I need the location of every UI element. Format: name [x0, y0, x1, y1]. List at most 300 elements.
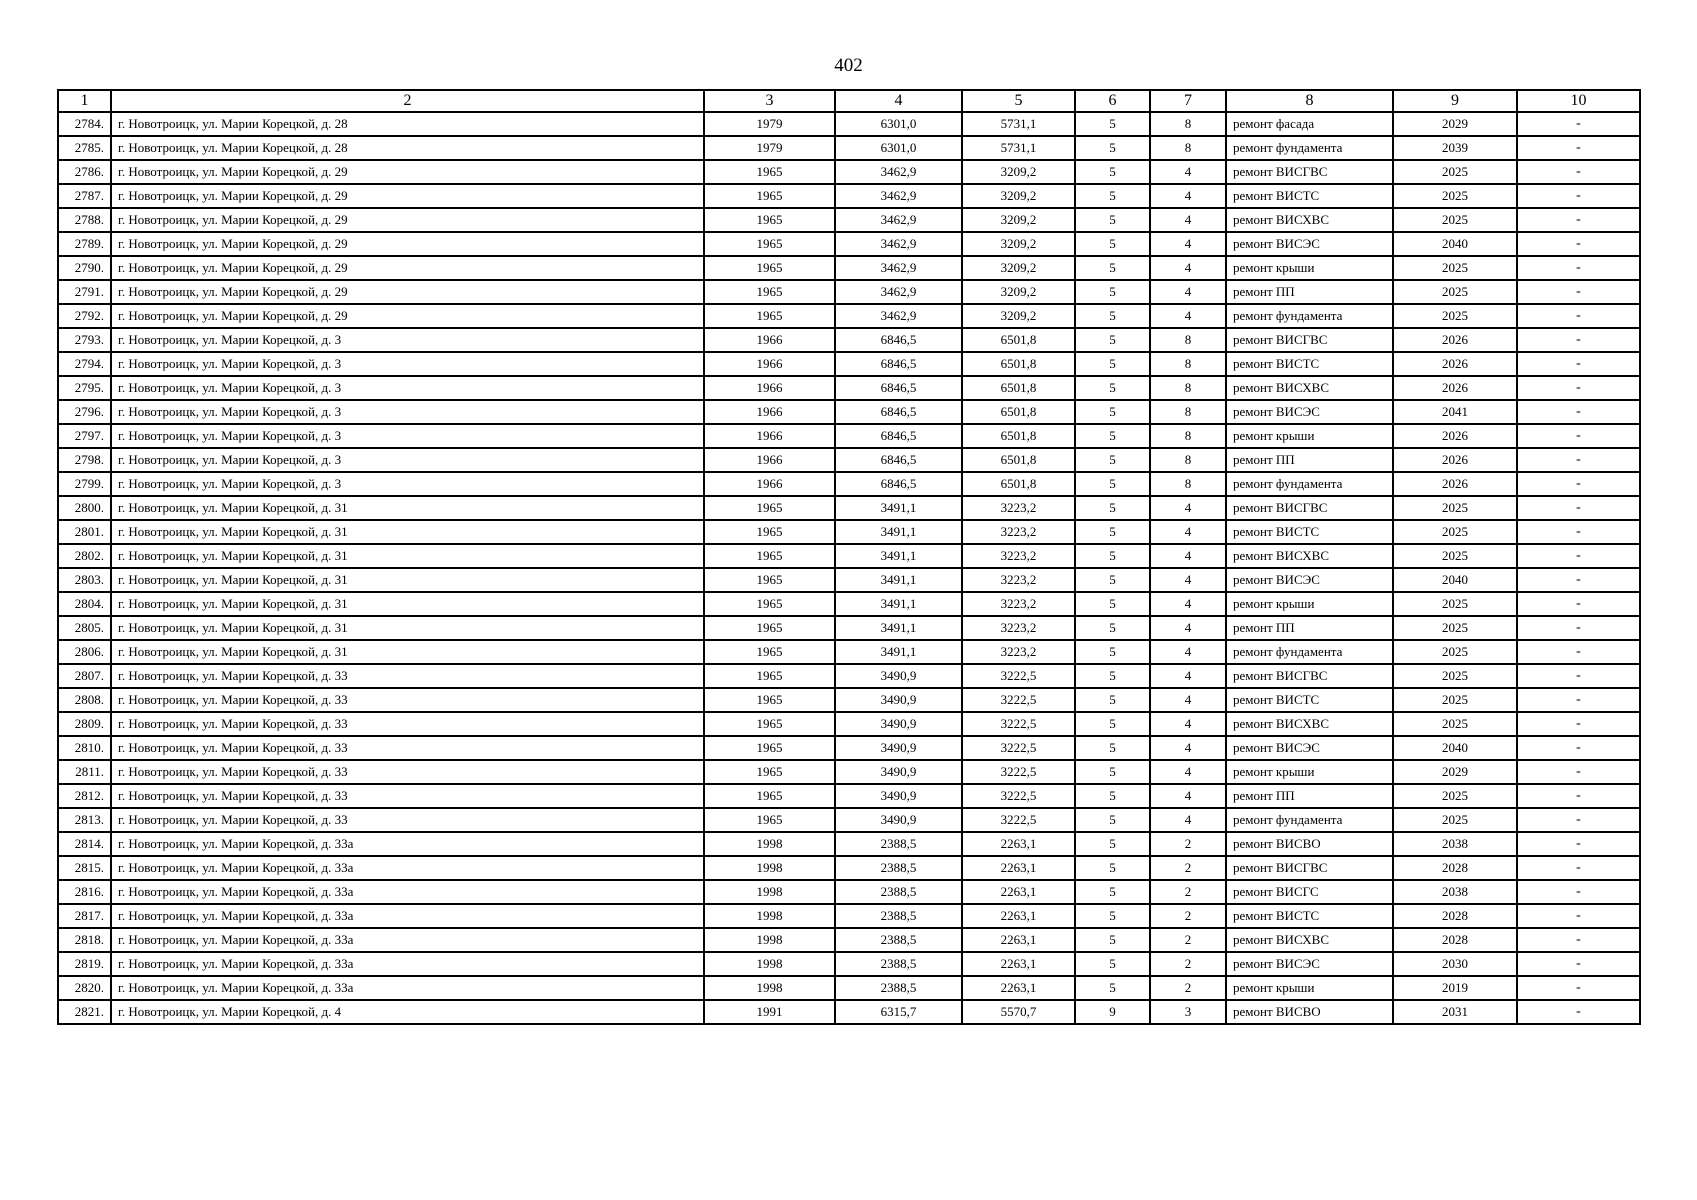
cell-year-built: 1998 [704, 952, 835, 976]
cell-total-area: 3490,9 [835, 664, 962, 688]
cell-work-type: ремонт ВИСХВС [1226, 712, 1393, 736]
cell-address: г. Новотроицк, ул. Марии Корецкой, д. 29 [111, 160, 704, 184]
cell-total-area: 3462,9 [835, 232, 962, 256]
cell-total-area: 3491,1 [835, 592, 962, 616]
cell-row-number: 2798. [58, 448, 111, 472]
table-row [58, 496, 1640, 520]
cell-living-area: 6501,8 [962, 472, 1075, 496]
cell-note: - [1517, 328, 1640, 352]
cell-entrances: 4 [1150, 736, 1226, 760]
cell-address: г. Новотроицк, ул. Марии Корецкой, д. 31 [111, 592, 704, 616]
cell-row-number: 2810. [58, 736, 111, 760]
cell-floors: 5 [1075, 136, 1150, 160]
cell-year-built: 1965 [704, 160, 835, 184]
cell-work-type: ремонт ПП [1226, 280, 1393, 304]
cell-year-built: 1966 [704, 424, 835, 448]
cell-row-number: 2795. [58, 376, 111, 400]
cell-entrances: 2 [1150, 976, 1226, 1000]
table-row [58, 544, 1640, 568]
cell-work-type: ремонт фасада [1226, 112, 1393, 136]
cell-total-area: 3462,9 [835, 184, 962, 208]
cell-work-type: ремонт ВИСЭС [1226, 232, 1393, 256]
cell-work-type: ремонт фундамента [1226, 640, 1393, 664]
cell-year-built: 1998 [704, 976, 835, 1000]
cell-floors: 5 [1075, 616, 1150, 640]
table-row [58, 904, 1640, 928]
cell-year-built: 1998 [704, 856, 835, 880]
cell-total-area: 3491,1 [835, 496, 962, 520]
column-header: 10 [1517, 90, 1640, 112]
cell-year-built: 1965 [704, 544, 835, 568]
cell-row-number: 2797. [58, 424, 111, 448]
cell-note: - [1517, 760, 1640, 784]
cell-work-type: ремонт крыши [1226, 760, 1393, 784]
cell-year-built: 1991 [704, 1000, 835, 1024]
cell-planned-year: 2026 [1393, 448, 1517, 472]
cell-entrances: 4 [1150, 544, 1226, 568]
cell-planned-year: 2026 [1393, 352, 1517, 376]
cell-floors: 5 [1075, 232, 1150, 256]
table-row [58, 856, 1640, 880]
cell-total-area: 3462,9 [835, 160, 962, 184]
cell-row-number: 2820. [58, 976, 111, 1000]
cell-total-area: 3491,1 [835, 640, 962, 664]
table-row [58, 712, 1640, 736]
cell-work-type: ремонт ВИСТС [1226, 352, 1393, 376]
cell-row-number: 2815. [58, 856, 111, 880]
cell-row-number: 2791. [58, 280, 111, 304]
cell-note: - [1517, 232, 1640, 256]
cell-address: г. Новотроицк, ул. Марии Корецкой, д. 33 [111, 808, 704, 832]
cell-entrances: 8 [1150, 328, 1226, 352]
cell-floors: 5 [1075, 592, 1150, 616]
cell-total-area: 2388,5 [835, 952, 962, 976]
column-header: 1 [58, 90, 111, 112]
cell-work-type: ремонт ВИСТС [1226, 520, 1393, 544]
cell-living-area: 6501,8 [962, 424, 1075, 448]
cell-living-area: 3209,2 [962, 232, 1075, 256]
cell-floors: 5 [1075, 208, 1150, 232]
cell-entrances: 8 [1150, 376, 1226, 400]
cell-living-area: 5570,7 [962, 1000, 1075, 1024]
table-row [58, 784, 1640, 808]
cell-entrances: 2 [1150, 856, 1226, 880]
cell-address: г. Новотроицк, ул. Марии Корецкой, д. 28 [111, 136, 704, 160]
cell-living-area: 6501,8 [962, 328, 1075, 352]
cell-total-area: 6846,5 [835, 376, 962, 400]
cell-entrances: 4 [1150, 160, 1226, 184]
column-header: 9 [1393, 90, 1517, 112]
cell-address: г. Новотроицк, ул. Марии Корецкой, д. 33а [111, 832, 704, 856]
cell-living-area: 2263,1 [962, 880, 1075, 904]
cell-planned-year: 2028 [1393, 904, 1517, 928]
cell-note: - [1517, 568, 1640, 592]
cell-work-type: ремонт ВИСХВС [1226, 208, 1393, 232]
cell-address: г. Новотроицк, ул. Марии Корецкой, д. 31 [111, 640, 704, 664]
cell-total-area: 6846,5 [835, 400, 962, 424]
cell-floors: 5 [1075, 712, 1150, 736]
cell-note: - [1517, 304, 1640, 328]
cell-floors: 5 [1075, 304, 1150, 328]
register-table [57, 89, 1641, 1025]
cell-year-built: 1965 [704, 232, 835, 256]
cell-total-area: 3490,9 [835, 808, 962, 832]
cell-note: - [1517, 712, 1640, 736]
cell-planned-year: 2040 [1393, 736, 1517, 760]
cell-work-type: ремонт крыши [1226, 976, 1393, 1000]
cell-note: - [1517, 256, 1640, 280]
cell-row-number: 2794. [58, 352, 111, 376]
cell-living-area: 3222,5 [962, 784, 1075, 808]
table-row [58, 616, 1640, 640]
cell-note: - [1517, 472, 1640, 496]
cell-total-area: 3490,9 [835, 712, 962, 736]
cell-total-area: 3490,9 [835, 760, 962, 784]
cell-planned-year: 2025 [1393, 160, 1517, 184]
cell-entrances: 4 [1150, 496, 1226, 520]
cell-entrances: 4 [1150, 640, 1226, 664]
cell-year-built: 1998 [704, 928, 835, 952]
cell-planned-year: 2038 [1393, 880, 1517, 904]
cell-work-type: ремонт ВИСГВС [1226, 496, 1393, 520]
cell-total-area: 3462,9 [835, 280, 962, 304]
cell-address: г. Новотроицк, ул. Марии Корецкой, д. 3 [111, 328, 704, 352]
cell-entrances: 4 [1150, 712, 1226, 736]
column-header: 4 [835, 90, 962, 112]
cell-living-area: 3209,2 [962, 160, 1075, 184]
table-row [58, 304, 1640, 328]
column-header: 8 [1226, 90, 1393, 112]
table-row [58, 352, 1640, 376]
cell-floors: 9 [1075, 1000, 1150, 1024]
cell-work-type: ремонт ВИСГВС [1226, 664, 1393, 688]
cell-total-area: 6846,5 [835, 352, 962, 376]
cell-address: г. Новотроицк, ул. Марии Корецкой, д. 29 [111, 256, 704, 280]
cell-row-number: 2812. [58, 784, 111, 808]
cell-planned-year: 2039 [1393, 136, 1517, 160]
cell-note: - [1517, 448, 1640, 472]
cell-planned-year: 2041 [1393, 400, 1517, 424]
cell-work-type: ремонт фундамента [1226, 472, 1393, 496]
cell-planned-year: 2025 [1393, 640, 1517, 664]
cell-living-area: 3223,2 [962, 568, 1075, 592]
cell-work-type: ремонт ВИСХВС [1226, 544, 1393, 568]
cell-year-built: 1965 [704, 568, 835, 592]
cell-row-number: 2787. [58, 184, 111, 208]
cell-address: г. Новотроицк, ул. Марии Корецкой, д. 33а [111, 856, 704, 880]
cell-floors: 5 [1075, 184, 1150, 208]
cell-year-built: 1966 [704, 448, 835, 472]
cell-year-built: 1965 [704, 520, 835, 544]
cell-work-type: ремонт фундамента [1226, 304, 1393, 328]
cell-planned-year: 2025 [1393, 712, 1517, 736]
cell-note: - [1517, 736, 1640, 760]
cell-planned-year: 2025 [1393, 592, 1517, 616]
cell-work-type: ремонт ПП [1226, 784, 1393, 808]
table-row [58, 952, 1640, 976]
cell-note: - [1517, 808, 1640, 832]
cell-address: г. Новотроицк, ул. Марии Корецкой, д. 28 [111, 112, 704, 136]
cell-living-area: 6501,8 [962, 352, 1075, 376]
table-row [58, 472, 1640, 496]
table-row [58, 808, 1640, 832]
cell-note: - [1517, 424, 1640, 448]
cell-floors: 5 [1075, 952, 1150, 976]
cell-planned-year: 2030 [1393, 952, 1517, 976]
column-header: 7 [1150, 90, 1226, 112]
cell-floors: 5 [1075, 472, 1150, 496]
cell-address: г. Новотроицк, ул. Марии Корецкой, д. 33 [111, 712, 704, 736]
cell-row-number: 2785. [58, 136, 111, 160]
table-row [58, 136, 1640, 160]
cell-address: г. Новотроицк, ул. Марии Корецкой, д. 3 [111, 472, 704, 496]
cell-row-number: 2803. [58, 568, 111, 592]
cell-year-built: 1966 [704, 400, 835, 424]
cell-year-built: 1965 [704, 712, 835, 736]
cell-note: - [1517, 952, 1640, 976]
cell-row-number: 2813. [58, 808, 111, 832]
cell-year-built: 1965 [704, 688, 835, 712]
table-row [58, 256, 1640, 280]
cell-work-type: ремонт крыши [1226, 592, 1393, 616]
cell-total-area: 2388,5 [835, 856, 962, 880]
cell-living-area: 6501,8 [962, 376, 1075, 400]
table-body [58, 112, 1640, 1024]
cell-total-area: 6846,5 [835, 328, 962, 352]
cell-row-number: 2819. [58, 952, 111, 976]
cell-work-type: ремонт ВИСЭС [1226, 736, 1393, 760]
cell-living-area: 3223,2 [962, 544, 1075, 568]
cell-floors: 5 [1075, 112, 1150, 136]
cell-total-area: 3462,9 [835, 208, 962, 232]
column-header: 2 [111, 90, 704, 112]
cell-note: - [1517, 352, 1640, 376]
cell-total-area: 3490,9 [835, 784, 962, 808]
cell-entrances: 4 [1150, 520, 1226, 544]
cell-year-built: 1998 [704, 880, 835, 904]
table-row [58, 520, 1640, 544]
cell-work-type: ремонт ВИСГВС [1226, 160, 1393, 184]
cell-floors: 5 [1075, 904, 1150, 928]
cell-total-area: 6846,5 [835, 424, 962, 448]
cell-living-area: 3209,2 [962, 280, 1075, 304]
cell-floors: 5 [1075, 424, 1150, 448]
cell-work-type: ремонт ВИСВО [1226, 1000, 1393, 1024]
table-row [58, 928, 1640, 952]
cell-row-number: 2818. [58, 928, 111, 952]
cell-row-number: 2800. [58, 496, 111, 520]
cell-entrances: 4 [1150, 568, 1226, 592]
cell-floors: 5 [1075, 448, 1150, 472]
cell-year-built: 1965 [704, 664, 835, 688]
cell-entrances: 8 [1150, 112, 1226, 136]
cell-address: г. Новотроицк, ул. Марии Корецкой, д. 31 [111, 568, 704, 592]
cell-address: г. Новотроицк, ул. Марии Корецкой, д. 3 [111, 352, 704, 376]
page-number: 402 [834, 55, 863, 76]
cell-address: г. Новотроицк, ул. Марии Корецкой, д. 31 [111, 496, 704, 520]
cell-row-number: 2805. [58, 616, 111, 640]
cell-total-area: 6846,5 [835, 448, 962, 472]
cell-planned-year: 2025 [1393, 256, 1517, 280]
cell-year-built: 1966 [704, 376, 835, 400]
cell-address: г. Новотроицк, ул. Марии Корецкой, д. 29 [111, 232, 704, 256]
cell-address: г. Новотроицк, ул. Марии Корецкой, д. 33 [111, 760, 704, 784]
table-row [58, 232, 1640, 256]
cell-floors: 5 [1075, 352, 1150, 376]
cell-floors: 5 [1075, 784, 1150, 808]
cell-address: г. Новотроицк, ул. Марии Корецкой, д. 33а [111, 952, 704, 976]
cell-planned-year: 2040 [1393, 232, 1517, 256]
cell-living-area: 3222,5 [962, 736, 1075, 760]
cell-entrances: 2 [1150, 928, 1226, 952]
cell-row-number: 2811. [58, 760, 111, 784]
cell-row-number: 2801. [58, 520, 111, 544]
cell-living-area: 3223,2 [962, 640, 1075, 664]
cell-planned-year: 2029 [1393, 112, 1517, 136]
cell-address: г. Новотроицк, ул. Марии Корецкой, д. 33 [111, 784, 704, 808]
cell-address: г. Новотроицк, ул. Марии Корецкой, д. 29 [111, 304, 704, 328]
cell-note: - [1517, 544, 1640, 568]
header-row [58, 90, 1640, 112]
cell-address: г. Новотроицк, ул. Марии Корецкой, д. 29 [111, 184, 704, 208]
table-row [58, 736, 1640, 760]
cell-total-area: 3491,1 [835, 616, 962, 640]
cell-planned-year: 2025 [1393, 304, 1517, 328]
cell-row-number: 2786. [58, 160, 111, 184]
cell-work-type: ремонт ВИСТС [1226, 184, 1393, 208]
cell-row-number: 2817. [58, 904, 111, 928]
cell-address: г. Новотроицк, ул. Марии Корецкой, д. 31 [111, 520, 704, 544]
cell-work-type: ремонт ВИСЭС [1226, 952, 1393, 976]
cell-living-area: 3223,2 [962, 496, 1075, 520]
cell-year-built: 1965 [704, 736, 835, 760]
cell-entrances: 8 [1150, 136, 1226, 160]
cell-year-built: 1966 [704, 328, 835, 352]
cell-planned-year: 2025 [1393, 664, 1517, 688]
cell-total-area: 6846,5 [835, 472, 962, 496]
cell-planned-year: 2025 [1393, 208, 1517, 232]
cell-floors: 5 [1075, 736, 1150, 760]
cell-entrances: 8 [1150, 400, 1226, 424]
column-header: 3 [704, 90, 835, 112]
cell-address: г. Новотроицк, ул. Марии Корецкой, д. 33 [111, 664, 704, 688]
cell-planned-year: 2028 [1393, 928, 1517, 952]
cell-note: - [1517, 616, 1640, 640]
cell-total-area: 6315,7 [835, 1000, 962, 1024]
cell-planned-year: 2025 [1393, 184, 1517, 208]
cell-address: г. Новотроицк, ул. Марии Корецкой, д. 4 [111, 1000, 704, 1024]
cell-floors: 5 [1075, 544, 1150, 568]
cell-floors: 5 [1075, 856, 1150, 880]
table-row [58, 760, 1640, 784]
cell-note: - [1517, 856, 1640, 880]
table-row [58, 640, 1640, 664]
cell-entrances: 4 [1150, 280, 1226, 304]
cell-note: - [1517, 520, 1640, 544]
table-row [58, 328, 1640, 352]
cell-row-number: 2806. [58, 640, 111, 664]
cell-year-built: 1966 [704, 352, 835, 376]
cell-work-type: ремонт крыши [1226, 424, 1393, 448]
cell-planned-year: 2026 [1393, 472, 1517, 496]
cell-floors: 5 [1075, 328, 1150, 352]
cell-living-area: 5731,1 [962, 112, 1075, 136]
cell-entrances: 4 [1150, 784, 1226, 808]
table-row [58, 280, 1640, 304]
table-row [58, 160, 1640, 184]
cell-entrances: 2 [1150, 904, 1226, 928]
cell-row-number: 2790. [58, 256, 111, 280]
cell-floors: 5 [1075, 688, 1150, 712]
cell-living-area: 2263,1 [962, 832, 1075, 856]
cell-floors: 5 [1075, 928, 1150, 952]
cell-total-area: 3490,9 [835, 736, 962, 760]
cell-living-area: 3209,2 [962, 184, 1075, 208]
cell-row-number: 2808. [58, 688, 111, 712]
cell-note: - [1517, 640, 1640, 664]
cell-row-number: 2799. [58, 472, 111, 496]
table-row [58, 976, 1640, 1000]
cell-row-number: 2792. [58, 304, 111, 328]
cell-year-built: 1965 [704, 496, 835, 520]
cell-planned-year: 2025 [1393, 496, 1517, 520]
cell-work-type: ремонт крыши [1226, 256, 1393, 280]
cell-row-number: 2807. [58, 664, 111, 688]
cell-floors: 5 [1075, 496, 1150, 520]
cell-work-type: ремонт ПП [1226, 448, 1393, 472]
cell-total-area: 3491,1 [835, 544, 962, 568]
cell-living-area: 6501,8 [962, 448, 1075, 472]
cell-address: г. Новотроицк, ул. Марии Корецкой, д. 3 [111, 448, 704, 472]
cell-living-area: 2263,1 [962, 928, 1075, 952]
cell-address: г. Новотроицк, ул. Марии Корецкой, д. 3 [111, 400, 704, 424]
table-row [58, 832, 1640, 856]
cell-row-number: 2784. [58, 112, 111, 136]
cell-total-area: 3490,9 [835, 688, 962, 712]
cell-floors: 5 [1075, 400, 1150, 424]
cell-living-area: 3223,2 [962, 520, 1075, 544]
cell-total-area: 6301,0 [835, 112, 962, 136]
cell-row-number: 2816. [58, 880, 111, 904]
cell-row-number: 2788. [58, 208, 111, 232]
cell-living-area: 2263,1 [962, 856, 1075, 880]
cell-planned-year: 2026 [1393, 328, 1517, 352]
cell-row-number: 2804. [58, 592, 111, 616]
cell-total-area: 2388,5 [835, 832, 962, 856]
cell-year-built: 1979 [704, 136, 835, 160]
cell-year-built: 1965 [704, 616, 835, 640]
cell-total-area: 3462,9 [835, 304, 962, 328]
cell-work-type: ремонт ВИСХВС [1226, 376, 1393, 400]
cell-work-type: ремонт фундамента [1226, 808, 1393, 832]
cell-planned-year: 2025 [1393, 616, 1517, 640]
column-header: 5 [962, 90, 1075, 112]
cell-planned-year: 2025 [1393, 688, 1517, 712]
cell-work-type: ремонт ВИСХВС [1226, 928, 1393, 952]
cell-living-area: 2263,1 [962, 952, 1075, 976]
cell-planned-year: 2026 [1393, 376, 1517, 400]
cell-address: г. Новотроицк, ул. Марии Корецкой, д. 33 [111, 688, 704, 712]
cell-year-built: 1965 [704, 304, 835, 328]
cell-total-area: 2388,5 [835, 904, 962, 928]
cell-living-area: 3222,5 [962, 712, 1075, 736]
cell-year-built: 1965 [704, 256, 835, 280]
cell-entrances: 2 [1150, 880, 1226, 904]
cell-living-area: 3222,5 [962, 664, 1075, 688]
cell-work-type: ремонт ПП [1226, 616, 1393, 640]
cell-note: - [1517, 904, 1640, 928]
cell-note: - [1517, 208, 1640, 232]
